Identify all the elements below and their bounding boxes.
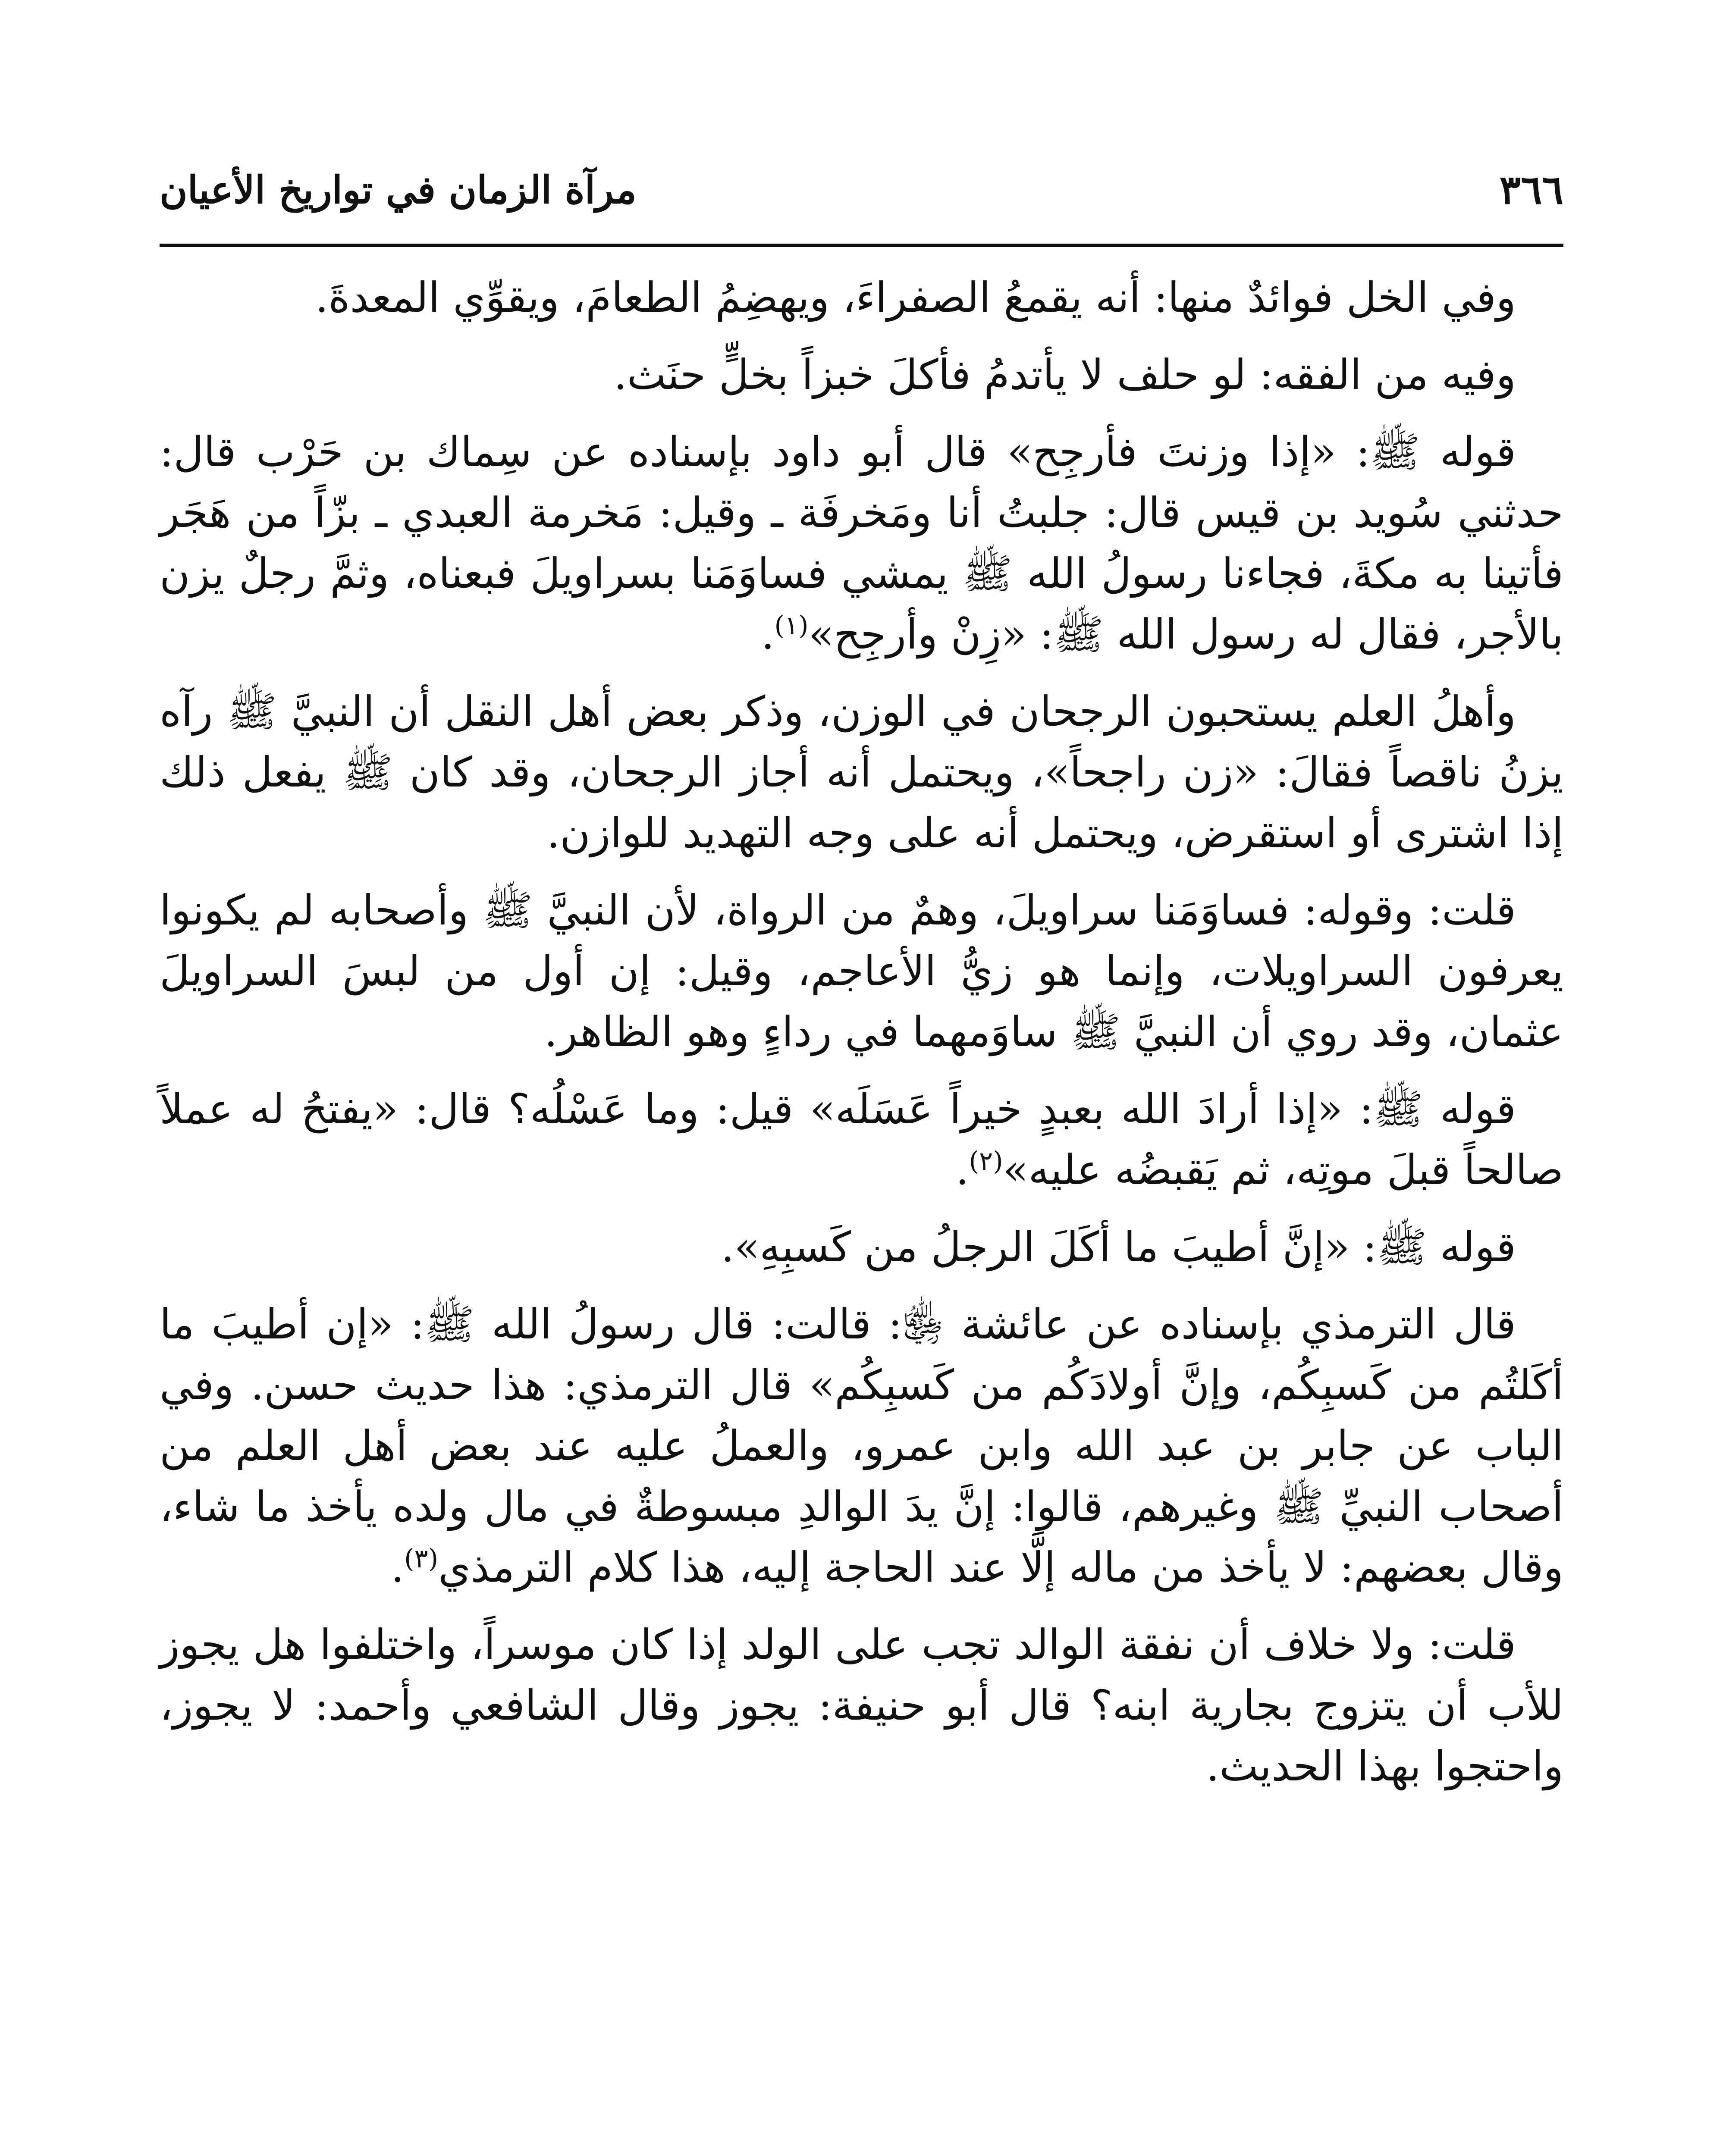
paragraph-text: وأهلُ العلم يستحبون الرجحان في الوزن، وذكر بعض أهل النقل أن النبيَّ ﷺ رآه يزنُ ناقصاً فقالَ: «زن راجحاً»، ويحتمل أنه أجاز الرجحان، وقد كان ﷺ يفعل ذلك إذا اشترى أو استقرض، ويحتمل أنه على وجه التهديد للوازن. <box>160 687 1563 857</box>
page-number: ٣٦٦ <box>1499 166 1563 213</box>
main-text <box>160 267 1563 1813</box>
footnote-ref-2: (٢) <box>969 1146 1003 1176</box>
paragraph-text: قلت: ولا خلاف أن نفقة الوالد تجب على الولد إذا كان موسراً، واختلفوا هل يجوز للأب أن يتزوج بجارية ابنه؟ قال أبو حنيفة: يجوز وقال الشافعي وأحمد: لا يجوز، واحتجوا بهذا الحديث. <box>160 1620 1563 1790</box>
paragraph-end: . <box>761 610 775 658</box>
paragraph-text: قوله ﷺ: «إنَّ أطيبَ ما أكَلَ الرجلُ من كَسبِهِ». <box>721 1223 1516 1271</box>
paragraph-text: قال الترمذي بإسناده عن عائشة ﵂: قالت: قال رسولُ الله ﷺ: «إن أطيبَ ما أكَلتُم من كَسبِكُم، وإنَّ أولادَكُم من كَسبِكُم» قال الترمذي: هذا حديث حسن. وفي الباب عن جابر بن عبد الله وابن عمرو، والعملُ عليه عند بعض أهل العلم من أصحاب النبيِّ ﷺ وغيرهم، قالوا: إنَّ يدَ الوالدِ مبسوطةٌ في مال ولده يأخذ ما شاء، وقال بعضهم: لا يأخذ من ماله إلَّا عند الحاجة إليه، هذا كلام الترمذي <box>160 1300 1563 1592</box>
book-title: مرآة الزمان في تواريخ الأعيان <box>160 167 637 212</box>
paragraph-text: قوله ﷺ: «إذا وزنتَ فأرجِح» قال أبو داود بإسناده عن سِماك بن حَرْب قال: حدثني سُويد بن قيس قال: جلبتُ أنا ومَخرفَة ـ وقيل: مَخرمة العبدي ـ بزّاً من هَجَر فأتينا به مكةَ، فجاءنا رسولُ الله ﷺ يمشي فساوَمَنا بسراويلَ فبعناه، وثمَّ رجلٌ يزن بالأجر، فقال له رسول الله ﷺ: «زِنْ وأرجِح» <box>160 428 1564 658</box>
paragraph-text: قوله ﷺ: «إذا أرادَ الله بعبدٍ خيراً عَسَلَه» قيل: وما عَسْلُه؟ قال: «يفتحُ له عملاً صالحاً قبلَ موتِه، ثم يَقبضُه عليه» <box>160 1085 1563 1194</box>
paragraph-end: . <box>391 1543 405 1592</box>
header-divider <box>160 244 1563 247</box>
paragraph <box>160 267 1563 328</box>
paragraph <box>160 422 1563 665</box>
paragraph-end: . <box>956 1146 969 1194</box>
paragraph <box>160 345 1563 405</box>
paragraph <box>160 681 1563 864</box>
paragraph <box>160 1079 1563 1200</box>
footnote-ref-1: (١) <box>774 611 809 641</box>
paragraph <box>160 1294 1563 1598</box>
paragraph-text: وفي الخل فوائدٌ منها: أنه يقمعُ الصفراءَ، ويهضِمُ الطعامَ، ويقوِّي المعدةَ. <box>315 273 1516 322</box>
paragraph-text: قلت: وقوله: فساوَمَنا سراويلَ، وهمٌ من الرواة، لأن النبيَّ ﷺ وأصحابه لم يكونوا يعرفون السراويلات، وإنما هو زيُّ الأعاجم، وقيل: إن أول من لبسَ السراويلَ عثمان، وقد روي أن النبيَّ ﷺ ساوَمهما في رداءٍ وهو الظاهر. <box>160 886 1563 1056</box>
running-header <box>160 147 1563 220</box>
paragraph <box>160 880 1563 1062</box>
paragraph <box>160 1217 1563 1278</box>
paragraph <box>160 1614 1563 1797</box>
paragraph-text: وفيه من الفقه: لو حلف لا يأتدمُ فأكلَ خبزاً بخلٍّ حنَث. <box>614 351 1516 399</box>
footnote-ref-3: (٣) <box>404 1544 439 1574</box>
